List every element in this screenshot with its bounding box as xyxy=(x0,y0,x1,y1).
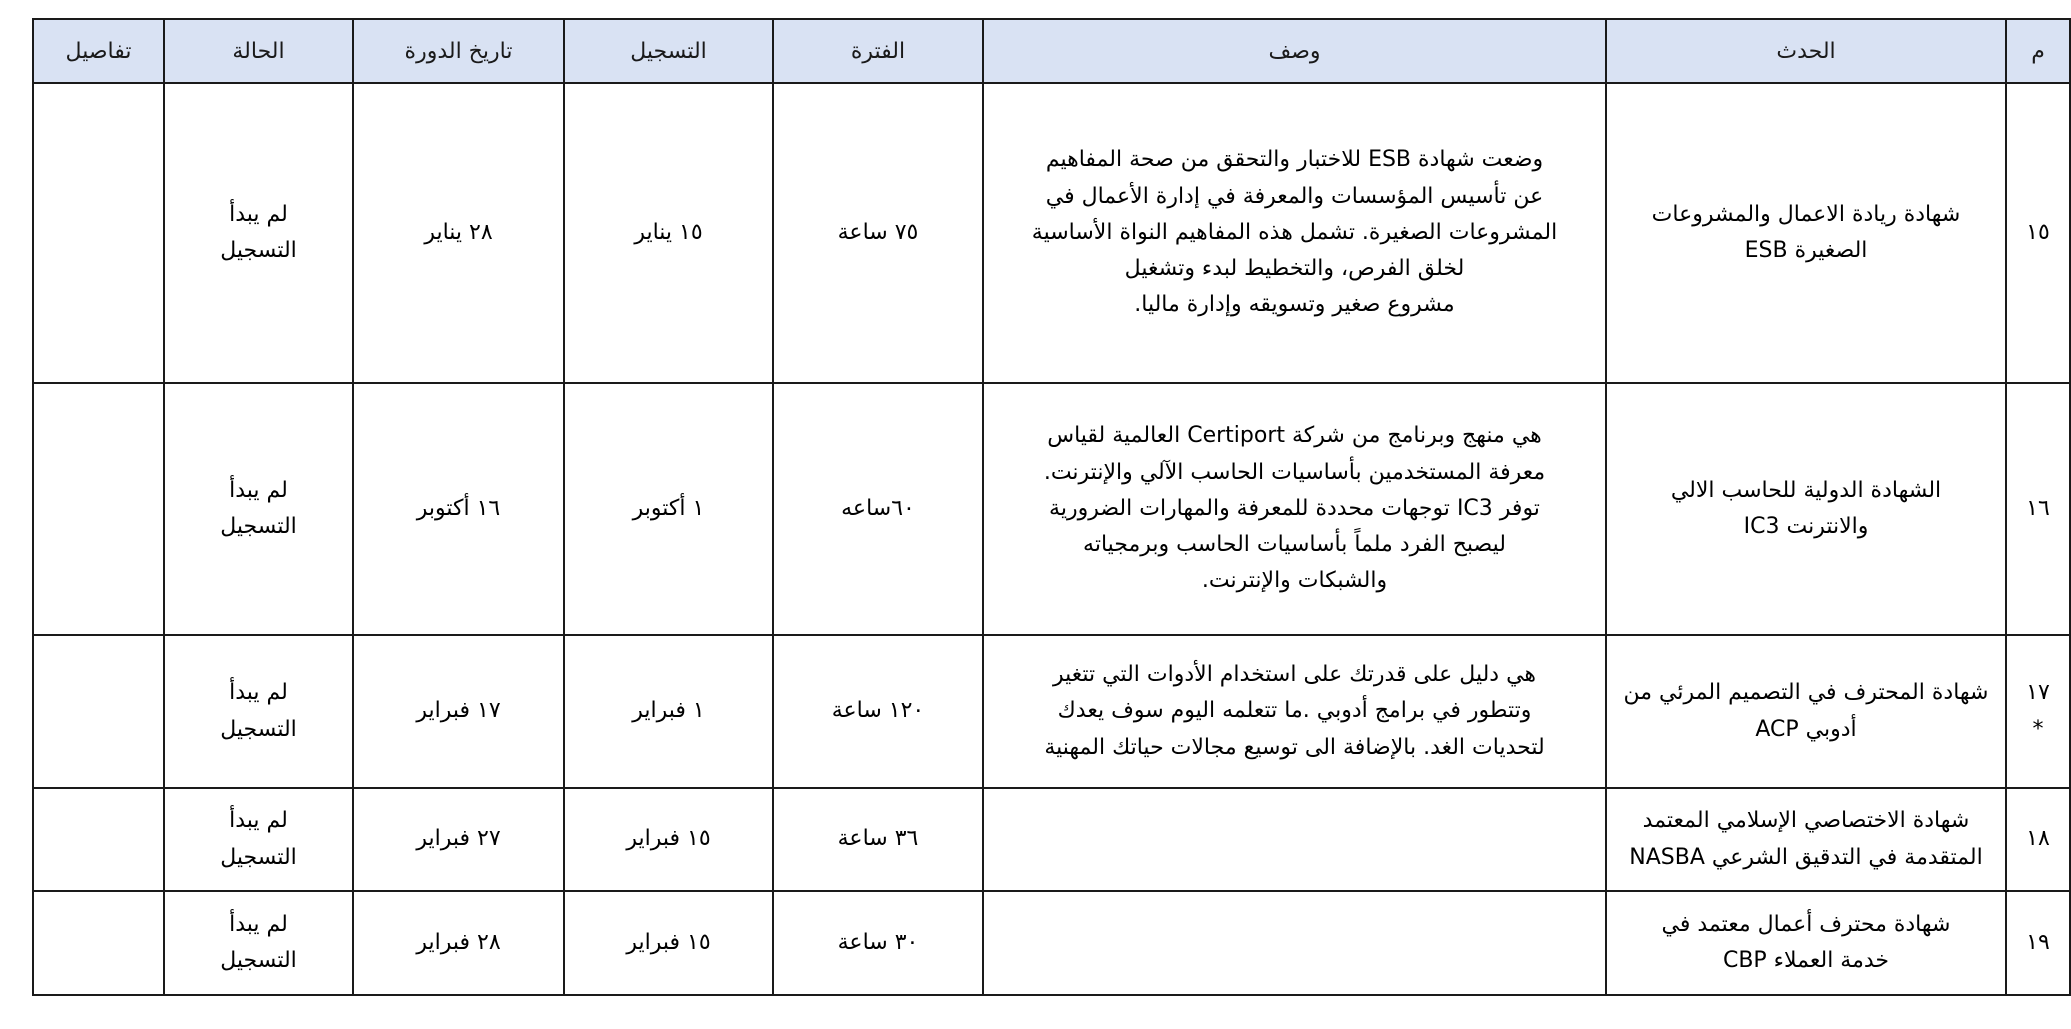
row-event: شهادة المحترف في التصميم المرئي من أدوبي ACP xyxy=(1606,635,2006,788)
row-period: ٦٠ساعه xyxy=(773,383,983,635)
row-period: ١٢٠ ساعة xyxy=(773,635,983,788)
row-description xyxy=(983,788,1606,891)
row-details[interactable] xyxy=(33,383,164,635)
row-num: ١٧ * xyxy=(2006,635,2070,788)
row-registration: ١٥ فبراير xyxy=(564,788,773,891)
header-period: الفترة xyxy=(773,19,983,83)
row-num: ١٥ xyxy=(2006,83,2070,383)
table-row xyxy=(33,635,2070,788)
row-status: لم يبدأ التسجيل xyxy=(164,83,353,383)
header-course-date: تاريخ الدورة xyxy=(353,19,564,83)
row-details[interactable] xyxy=(33,891,164,995)
row-description xyxy=(983,891,1606,995)
header-status: الحالة xyxy=(164,19,353,83)
row-status: لم يبدأ التسجيل xyxy=(164,891,353,995)
row-description: هي منهج وبرنامج من شركة Certiport العالمية لقياس معرفة المستخدمين بأساسيات الحاسب الآلي والإنترنت. توفر IC3 توجهات محددة للمعرفة والمهارات الضرورية ليصبح الفرد ملماً بأساسيات الحاسب وبرمجياته والشبكات والإنترنت. xyxy=(983,383,1606,635)
row-description: هي دليل على قدرتك على استخدام الأدوات التي تتغير وتتطور في برامج أدوبي .ما تتعلمه اليوم سوف يعدك لتحديات الغد. بالإضافة الى توسيع مجالات حياتك المهنية xyxy=(983,635,1606,788)
row-registration: ١ أكتوبر xyxy=(564,383,773,635)
row-num: ١٦ xyxy=(2006,383,2070,635)
row-description: وضعت شهادة ESB للاختبار والتحقق من صحة المفاهيم عن تأسيس المؤسسات والمعرفة في إدارة الأعمال في المشروعات الصغيرة. تشمل هذه المفاهيم النواة الأساسية لخلق الفرص، والتخطيط لبدء وتشغيل مشروع صغير وتسويقه وإدارة ماليا. xyxy=(983,83,1606,383)
row-num: ١٩ xyxy=(2006,891,2070,995)
row-event: شهادة الاختصاصي الإسلامي المعتمد المتقدمة في التدقيق الشرعي NASBA xyxy=(1606,788,2006,891)
row-course-date: ٢٧ فبراير xyxy=(353,788,564,891)
row-details[interactable] xyxy=(33,788,164,891)
row-event: شهادة ريادة الاعمال والمشروعات الصغيرة ESB xyxy=(1606,83,2006,383)
row-event: الشهادة الدولية للحاسب الالي والانترنت IC3 xyxy=(1606,383,2006,635)
row-event: شهادة محترف أعمال معتمد في خدمة العملاء CBP xyxy=(1606,891,2006,995)
row-period: ٧٥ ساعة xyxy=(773,83,983,383)
courses-table xyxy=(32,18,2071,996)
header-description: وصف xyxy=(983,19,1606,83)
row-status: لم يبدأ التسجيل xyxy=(164,383,353,635)
row-period: ٣٠ ساعة xyxy=(773,891,983,995)
row-details[interactable] xyxy=(33,635,164,788)
table-row xyxy=(33,788,2070,891)
row-num: ١٨ xyxy=(2006,788,2070,891)
row-course-date: ١٧ فبراير xyxy=(353,635,564,788)
row-status: لم يبدأ التسجيل xyxy=(164,788,353,891)
table-row xyxy=(33,83,2070,383)
header-registration: التسجيل xyxy=(564,19,773,83)
header-event: الحدث xyxy=(1606,19,2006,83)
row-details[interactable] xyxy=(33,83,164,383)
row-status: لم يبدأ التسجيل xyxy=(164,635,353,788)
row-registration: ١٥ يناير xyxy=(564,83,773,383)
row-registration: ١ فبراير xyxy=(564,635,773,788)
row-course-date: ٢٨ فبراير xyxy=(353,891,564,995)
row-registration: ١٥ فبراير xyxy=(564,891,773,995)
header-details: تفاصيل xyxy=(33,19,164,83)
row-course-date: ١٦ أكتوبر xyxy=(353,383,564,635)
header-num: م xyxy=(2006,19,2070,83)
table-row xyxy=(33,891,2070,995)
row-course-date: ٢٨ يناير xyxy=(353,83,564,383)
row-period: ٣٦ ساعة xyxy=(773,788,983,891)
table-row xyxy=(33,383,2070,635)
header-row xyxy=(33,19,2070,83)
